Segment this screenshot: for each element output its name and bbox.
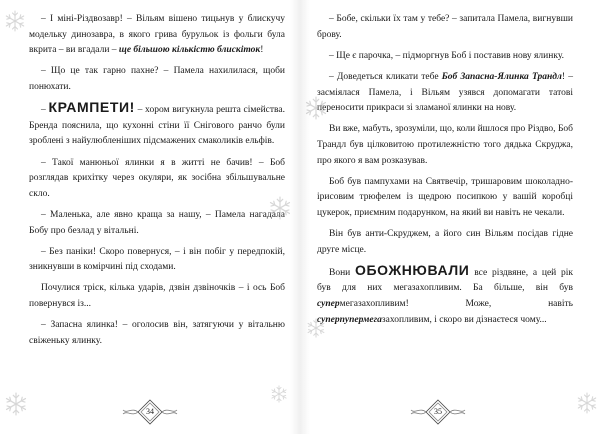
emphasis-text: суперпупермега <box>317 314 382 325</box>
snowflake-icon <box>270 385 288 403</box>
paragraph: – Такої манюньої ялинки я в житті не бачив! – Боб розглядав крихітку через окуляри, як зосібна збільшувальне скло. <box>29 157 285 199</box>
snowflake-icon <box>576 392 598 414</box>
shout-text: ОБОЖНЮВАЛИ <box>355 261 470 278</box>
snowflake-icon <box>304 96 328 120</box>
paragraph: – Без паніки! Скоро повернуся, – і він побіг у передпокій, зникнувши в комірчині під сходами. <box>29 246 285 273</box>
paragraph: – Доведеться кликати тебе Боб Запасна-Ялинка Трандл! – засміялася Памела, і Вільям узявся допомагати татові переносити прикраси зі зламаної ялинки на нову. <box>317 71 573 114</box>
paragraph: – Що це так гарно пахне? – Памела нахилилася, щоби понюхати. <box>29 66 285 92</box>
snowflake-icon <box>4 392 28 416</box>
page-number: 34 <box>136 404 164 420</box>
snowflake-icon <box>306 318 326 338</box>
emphasis-text: супер <box>317 299 340 310</box>
paragraph: Він був анти-Скруджем, а його син Вільям посідав гідне друге місце. <box>317 229 573 255</box>
paragraph: Вони ОБОЖНЮВАЛИ все різдвяне, а цей рік був для них мегазахопливим. Ба більше, він був супермегазахопливим! Може, навіть суперпупермегазахопливим, і скоро ви дізнаєтеся чому... <box>317 261 574 325</box>
emphasis-text: ще більшою кількістю блискіток <box>118 45 261 56</box>
right-page <box>300 0 600 434</box>
paragraph: – Маленька, але явно краща за нашу, – Памела нагадала Бобу про безлад у вітальні. <box>29 209 285 236</box>
emphasis-text: Боб Запасна-Ялинка Трандл <box>441 71 562 82</box>
paragraph: Ви вже, мабуть, зрозуміли, що, коли йшлося про Різдво, Боб Трандл був цілковитою протилежністю того дядька Скруджа, про якого я вам розказував. <box>317 124 573 166</box>
paragraph: Почулися тріск, кілька ударів, дзвін дзвіночків – і ось Боб повернувся із... <box>29 283 285 310</box>
snowflake-icon <box>268 196 292 220</box>
paragraph: Боб був пампухами на Святвечір, тришаровим шоколадно-ірисовим трюфелем із щедрою посипкою у вашій коробці цукерок, приємним подарунком, на який ви навіть не чекали. <box>317 176 573 218</box>
shout-text: КРАМПЕТИ! <box>48 99 135 116</box>
paragraph: – КРАМПЕТИ! – хором вигукнула решта сімейства. Бренда пояснила, що кухонні стіни її Снігового ранчо були зроблені з найулюбленіших підсмажених смаколиків ельфів. <box>29 99 286 147</box>
paragraph: – Бобе, скільки їх там у тебе? – запитала Памела, вигнувши брову. <box>317 14 573 40</box>
page-number: 35 <box>424 404 452 420</box>
paragraph: – І міні-Різдвозавр! – Вільям вішено тицьнув у блискучу модельку динозавра, в якого грива бурульок із фольги була вкрита – ви вгадали – ще більшою кількістю блискіток! <box>29 14 285 56</box>
paragraph: – Запасна ялинка! – оголосив він, затягуючи у вітальню свіженьку ялинку. <box>29 320 285 346</box>
snowflake-icon <box>4 10 26 32</box>
paragraph: – Ще є парочка, – підморгнув Боб і поставив нову ялинку. <box>329 50 564 61</box>
